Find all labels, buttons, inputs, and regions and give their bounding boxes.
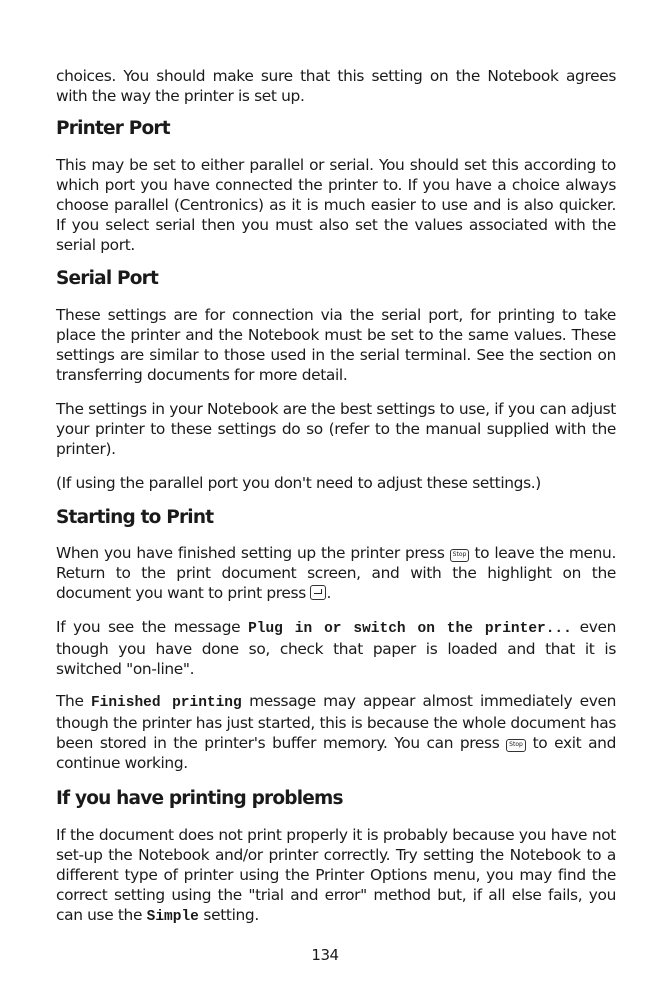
plug-text-a: If you see the message [56, 618, 241, 636]
serial-port-paragraph: These settings are for connection via the serial port, for printing to take place the printer and the Notebook must be set to the same values. These settings are similar to those used in the serial terminal. See the section on transferring documents for more detail. [56, 306, 616, 384]
problems-text-a: If the document does not print properly it is probably because you have not set-up the Notebook and/or printer correctly. Try setting the Notebook to a different type of printer using the Printer Options menu, you may find the correct setting using the "trial and error" method but, if all else fails, you can use the [56, 826, 616, 924]
starting-paragraph [56, 543, 616, 603]
plug-paragraph [56, 617, 616, 679]
heading-serial-port: Serial Port [56, 268, 159, 289]
page-number: 134 [311, 946, 339, 964]
settings-paragraph: The settings in your Notebook are the best settings to use, if you can adjust your printer to these settings do so (refer to the manual supplied with the printer). [56, 400, 616, 458]
finished-text-a: The [56, 692, 84, 710]
enter-key-icon [310, 585, 326, 600]
simple-setting: Simple [146, 909, 199, 925]
stop-key-icon: Stop [506, 739, 526, 752]
stop-key-icon: Stop [450, 549, 470, 562]
starting-text-b: to leave the menu. Return to the print document screen, and with the highlight on the document you want to print press [56, 544, 617, 602]
starting-text-a: When you have finished setting up the printer press [56, 544, 445, 562]
finished-text-b: message may appear almost immediately even though the printer has just started, this is because the whole document has been stored in the printer's buffer memory. You can press [56, 692, 616, 752]
problems-paragraph [56, 825, 616, 927]
finished-text-c: to exit and continue working. [56, 734, 617, 772]
starting-text-c: . [326, 584, 331, 602]
heading-printer-port: Printer Port [56, 118, 170, 139]
printer-port-paragraph: This may be set to either parallel or serial. You should set this according to which port you have connected the printer to. If you have a choice always choose parallel (Centronics) as it is much easier to use and is also quicker. If you select serial then you must also set the values associated with the serial port. [56, 156, 616, 254]
finished-message: Finished printing [90, 695, 242, 711]
plug-text-b: even though you have done so, check that paper is loaded and that it is switched "on-line". [56, 618, 616, 678]
plug-message: Plug in or switch on the printer... [248, 621, 572, 637]
finished-paragraph [56, 691, 616, 773]
intro-paragraph: choices. You should make sure that this setting on the Notebook agrees with the way the printer is set up. [56, 67, 616, 105]
parallel-note: (If using the parallel port you don't need to adjust these settings.) [56, 474, 541, 492]
heading-starting-to-print: Starting to Print [56, 507, 214, 528]
problems-text-b: setting. [203, 906, 259, 924]
heading-printing-problems: If you have printing problems [56, 788, 343, 809]
